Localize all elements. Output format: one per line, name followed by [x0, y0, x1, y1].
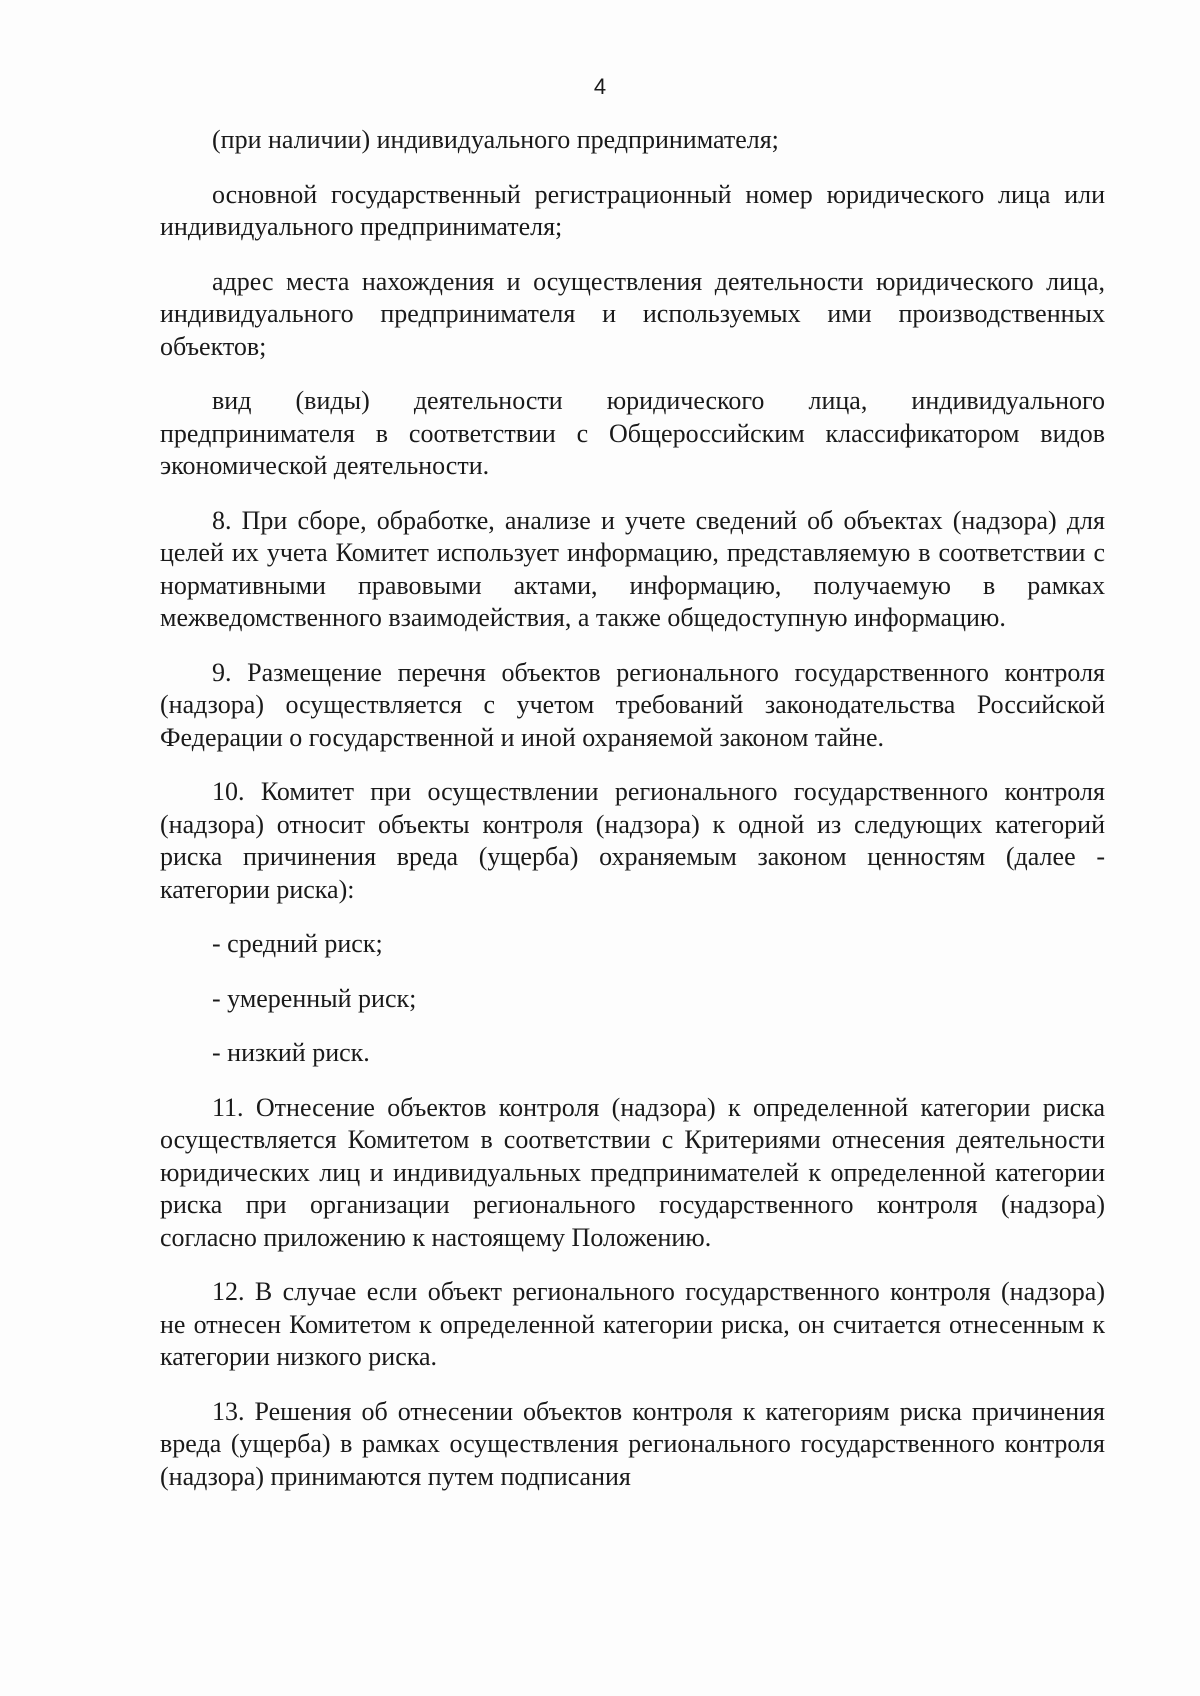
page-number: 4: [593, 74, 607, 99]
risk-list-item-medium: - средний риск;: [212, 929, 383, 958]
paragraph-registration-number: основной государственный регистрационный номер юридического лица или индивидуального предпринимателя;: [160, 179, 1105, 241]
paragraph-address: адрес места нахождения и осуществления деятельности юридического лица, индивидуального предпринимателя и используемых ими производственных объектов;: [160, 266, 1105, 361]
paragraph-item-13: 13. Решения об отнесении объектов контроля к категориям риска причинения вреда (ущерба) в рамках осуществления регионального государственного контроля (надзора) принимаются путем подписания: [160, 1396, 1105, 1491]
paragraph-item-8: 8. При сборе, обработке, анализе и учете сведений об объектах (надзора) для целей их учета Комитет использует информацию, представляемую в соответствии с нормативными правовыми актами, информацию, получаемую в рамках межведомственного взаимодействия, а также общедоступную информацию.: [160, 505, 1105, 632]
paragraph-item-10: 10. Комитет при осуществлении регионального государственного контроля (надзора) относит объекты контроля (надзора) к одной из следующих категорий риска причинения вреда (ущерба) охраняемым законом ценностям (далее - категории риска):: [160, 777, 1105, 904]
paragraph-activity-types: вид (виды) деятельности юридического лица, индивидуального предпринимателя в соответствии с Общероссийским классификатором видов экономической деятельности.: [160, 386, 1105, 480]
risk-list-item-low: - низкий риск.: [212, 1038, 370, 1067]
paragraph-item-12: 12. В случае если объект регионального государственного контроля (надзора) не отнесен Комитетом к определенной категории риска, он считается отнесенным к категории низкого риска.: [160, 1277, 1105, 1371]
document-body: [160, 124, 1105, 1493]
paragraph-entrepreneur-name: (при наличии) индивидуального предпринимателя;: [212, 125, 779, 154]
paragraph-item-11: 11. Отнесение объектов контроля (надзора) к определенной категории риска осуществляется Комитетом в соответствии с Критериями отнесения деятельности юридических лиц и индивидуальных предпринимателей к определенной категории риска при организации регионального государственного контроля (надзора) согласно приложению к настоящему Положению.: [160, 1092, 1105, 1252]
paragraph-item-9: 9. Размещение перечня объектов регионального государственного контроля (надзора) осуществляется с учетом требований законодательства Российской Федерации о государственной и иной охраняемой законом тайне.: [160, 657, 1105, 752]
risk-category-list: [160, 928, 1105, 1070]
risk-list-item-moderate: - умеренный риск;: [212, 983, 417, 1013]
